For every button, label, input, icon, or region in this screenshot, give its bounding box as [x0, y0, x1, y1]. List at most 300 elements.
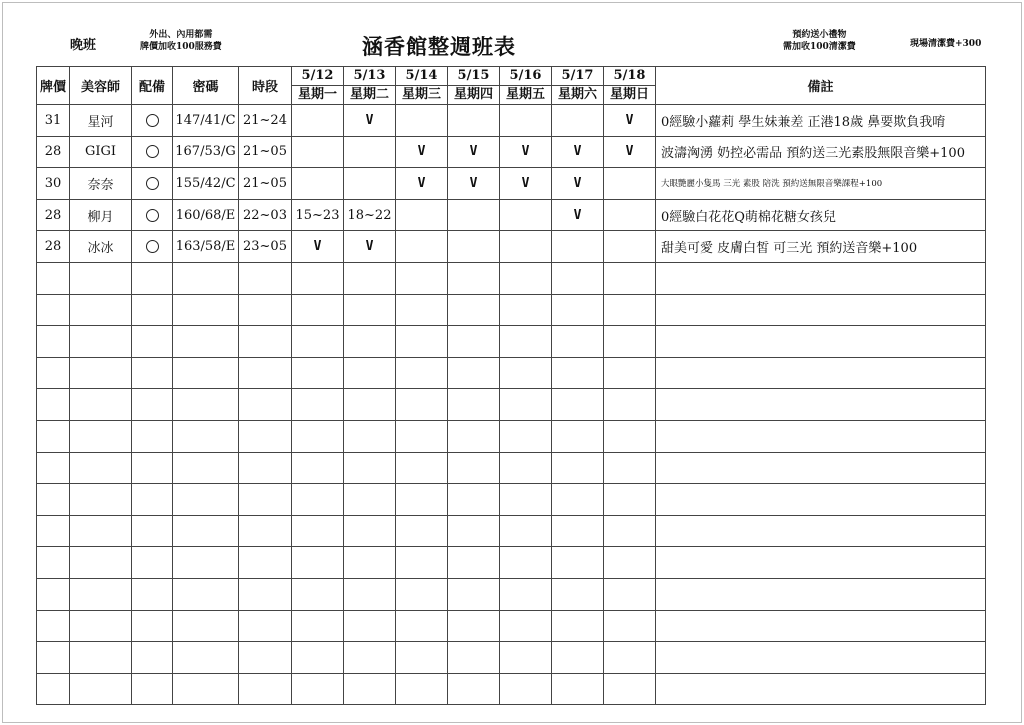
empty-cell: [500, 326, 552, 358]
cell-day: [396, 199, 448, 231]
empty-cell: [239, 515, 292, 547]
empty-cell: [500, 294, 552, 326]
empty-cell: [132, 610, 173, 642]
empty-cell: [132, 673, 173, 705]
shift-label: 晚班: [70, 38, 97, 53]
date-header: 5/13: [344, 67, 396, 86]
empty-cell: [132, 262, 173, 294]
empty-cell: [448, 578, 500, 610]
empty-cell: [344, 262, 396, 294]
empty-cell: [448, 484, 500, 516]
empty-cell: [173, 484, 239, 516]
empty-cell: [500, 389, 552, 421]
empty-cell: [604, 452, 656, 484]
empty-cell: [500, 515, 552, 547]
empty-row: [37, 294, 986, 326]
schedule-body: [37, 105, 986, 705]
empty-row: [37, 547, 986, 579]
empty-cell: [656, 515, 986, 547]
cell-day: V: [552, 199, 604, 231]
empty-cell: [292, 262, 344, 294]
cell-remark: 0經驗白花花Q萌棉花糖女孩兒: [656, 199, 986, 231]
table-row: [37, 105, 986, 137]
empty-cell: [552, 673, 604, 705]
empty-cell: [500, 262, 552, 294]
empty-cell: [70, 642, 132, 674]
empty-cell: [292, 389, 344, 421]
empty-cell: [173, 262, 239, 294]
empty-cell: [552, 484, 604, 516]
empty-cell: [239, 673, 292, 705]
empty-cell: [552, 326, 604, 358]
empty-cell: [239, 484, 292, 516]
empty-cell: [132, 515, 173, 547]
empty-cell: [396, 389, 448, 421]
cell-time: 21~05: [239, 136, 292, 168]
empty-cell: [552, 294, 604, 326]
empty-row: [37, 642, 986, 674]
cell-day: V: [396, 168, 448, 200]
empty-cell: [70, 578, 132, 610]
empty-cell: [344, 484, 396, 516]
empty-cell: [656, 389, 986, 421]
empty-cell: [173, 547, 239, 579]
cell-day: [448, 105, 500, 137]
empty-cell: [173, 294, 239, 326]
empty-cell: [70, 610, 132, 642]
empty-cell: [70, 389, 132, 421]
empty-cell: [656, 294, 986, 326]
empty-cell: [552, 547, 604, 579]
cell-day: V: [448, 136, 500, 168]
empty-cell: [173, 642, 239, 674]
empty-cell: [344, 515, 396, 547]
cell-time: 21~24: [239, 105, 292, 137]
cell-equip: [132, 105, 173, 137]
empty-cell: [173, 515, 239, 547]
empty-cell: [396, 673, 448, 705]
cell-name: 奈奈: [70, 168, 132, 200]
empty-cell: [292, 515, 344, 547]
reservation-note-line1: 預約送小禮物: [792, 30, 847, 40]
empty-cell: [396, 515, 448, 547]
empty-row: [37, 389, 986, 421]
empty-cell: [70, 262, 132, 294]
empty-cell: [500, 578, 552, 610]
cell-day: 18~22: [344, 199, 396, 231]
page-title: 涵香館整週班表: [362, 34, 516, 59]
empty-cell: [604, 326, 656, 358]
cell-remark: 0經驗小蘿莉 學生妹兼差 正港18歲 鼻要欺負我唷: [656, 105, 986, 137]
empty-cell: [173, 326, 239, 358]
empty-cell: [396, 642, 448, 674]
empty-cell: [173, 420, 239, 452]
cell-time: 23~05: [239, 231, 292, 263]
empty-cell: [656, 420, 986, 452]
empty-cell: [239, 420, 292, 452]
empty-cell: [239, 357, 292, 389]
empty-cell: [448, 547, 500, 579]
weekday-header: 星期一: [292, 86, 344, 105]
empty-cell: [396, 294, 448, 326]
empty-cell: [292, 484, 344, 516]
col-header-price: 牌價: [37, 67, 70, 105]
empty-cell: [173, 673, 239, 705]
cell-day: [500, 231, 552, 263]
empty-cell: [239, 642, 292, 674]
empty-cell: [70, 452, 132, 484]
empty-cell: [37, 610, 70, 642]
empty-cell: [552, 642, 604, 674]
reservation-note: [783, 29, 856, 53]
empty-cell: [604, 420, 656, 452]
empty-cell: [239, 610, 292, 642]
empty-row: [37, 578, 986, 610]
cell-price: 28: [37, 199, 70, 231]
empty-cell: [552, 357, 604, 389]
empty-cell: [552, 420, 604, 452]
empty-cell: [656, 610, 986, 642]
schedule-table: [36, 66, 986, 705]
empty-cell: [344, 547, 396, 579]
empty-cell: [292, 357, 344, 389]
empty-row: [37, 262, 986, 294]
col-header-name: 美容師: [70, 67, 132, 105]
empty-row: [37, 484, 986, 516]
empty-cell: [448, 420, 500, 452]
empty-cell: [132, 326, 173, 358]
empty-cell: [292, 547, 344, 579]
cell-day: [292, 105, 344, 137]
empty-cell: [604, 610, 656, 642]
empty-cell: [344, 642, 396, 674]
cell-day: V: [292, 231, 344, 263]
empty-cell: [344, 357, 396, 389]
cell-remark: 大眼艷麗小隻馬 三光 素股 陪洗 預約送無限音樂課程+100: [656, 168, 986, 200]
empty-cell: [70, 326, 132, 358]
empty-cell: [500, 452, 552, 484]
empty-cell: [656, 578, 986, 610]
header-row-dates: [37, 67, 986, 86]
empty-cell: [344, 294, 396, 326]
empty-cell: [132, 578, 173, 610]
empty-cell: [604, 262, 656, 294]
cell-day: [604, 168, 656, 200]
cell-time: 22~03: [239, 199, 292, 231]
empty-cell: [344, 420, 396, 452]
empty-cell: [239, 294, 292, 326]
empty-cell: [396, 578, 448, 610]
cell-name: 冰冰: [70, 231, 132, 263]
empty-cell: [344, 673, 396, 705]
empty-cell: [604, 515, 656, 547]
table-row: [37, 231, 986, 263]
cell-day: [448, 199, 500, 231]
empty-cell: [292, 326, 344, 358]
empty-cell: [656, 452, 986, 484]
empty-cell: [344, 578, 396, 610]
cell-day: [500, 199, 552, 231]
empty-cell: [37, 452, 70, 484]
cell-day: [552, 231, 604, 263]
empty-cell: [292, 452, 344, 484]
cell-day: V: [604, 105, 656, 137]
empty-cell: [173, 578, 239, 610]
col-header-equip: 配備: [132, 67, 173, 105]
empty-cell: [70, 357, 132, 389]
empty-cell: [292, 294, 344, 326]
cell-day: V: [500, 168, 552, 200]
empty-cell: [173, 610, 239, 642]
empty-cell: [344, 610, 396, 642]
empty-cell: [448, 642, 500, 674]
empty-cell: [448, 673, 500, 705]
col-header-remark: 備註: [656, 67, 986, 105]
cell-day: V: [344, 231, 396, 263]
empty-cell: [132, 642, 173, 674]
empty-cell: [552, 578, 604, 610]
empty-row: [37, 515, 986, 547]
empty-cell: [500, 484, 552, 516]
col-header-code: 密碼: [173, 67, 239, 105]
empty-cell: [396, 420, 448, 452]
empty-cell: [500, 642, 552, 674]
cell-name: 星河: [70, 105, 132, 137]
empty-cell: [70, 515, 132, 547]
date-header: 5/16: [500, 67, 552, 86]
cell-day: [292, 136, 344, 168]
empty-cell: [500, 673, 552, 705]
empty-cell: [656, 262, 986, 294]
cell-code: 147/41/C: [173, 105, 239, 137]
cell-code: 167/53/G: [173, 136, 239, 168]
empty-cell: [173, 452, 239, 484]
empty-cell: [396, 484, 448, 516]
cell-equip: [132, 168, 173, 200]
empty-cell: [500, 420, 552, 452]
empty-cell: [292, 642, 344, 674]
cell-day: [448, 231, 500, 263]
empty-cell: [292, 673, 344, 705]
circle-icon: [146, 114, 159, 127]
cell-remark: 甜美可愛 皮膚白皙 可三光 預約送音樂+100: [656, 231, 986, 263]
empty-cell: [132, 547, 173, 579]
cell-code: 155/42/C: [173, 168, 239, 200]
empty-cell: [448, 294, 500, 326]
empty-cell: [239, 547, 292, 579]
weekday-header: 星期日: [604, 86, 656, 105]
cell-day: [292, 168, 344, 200]
cell-day: V: [344, 105, 396, 137]
circle-icon: [146, 145, 159, 158]
empty-row: [37, 452, 986, 484]
empty-cell: [448, 610, 500, 642]
empty-cell: [37, 547, 70, 579]
empty-cell: [448, 452, 500, 484]
empty-cell: [239, 389, 292, 421]
cleaning-fee-note: 現場清潔費+300: [910, 39, 982, 49]
empty-cell: [500, 357, 552, 389]
empty-cell: [292, 420, 344, 452]
empty-cell: [292, 578, 344, 610]
empty-cell: [132, 484, 173, 516]
empty-cell: [552, 515, 604, 547]
date-header: 5/18: [604, 67, 656, 86]
empty-row: [37, 357, 986, 389]
empty-cell: [132, 452, 173, 484]
empty-cell: [37, 673, 70, 705]
cell-day: V: [448, 168, 500, 200]
cell-day: [604, 231, 656, 263]
empty-cell: [37, 326, 70, 358]
cell-day: V: [396, 136, 448, 168]
empty-cell: [448, 357, 500, 389]
empty-cell: [344, 452, 396, 484]
weekday-header: 星期六: [552, 86, 604, 105]
date-header: 5/17: [552, 67, 604, 86]
empty-cell: [344, 326, 396, 358]
circle-icon: [146, 177, 159, 190]
empty-cell: [552, 610, 604, 642]
empty-cell: [604, 484, 656, 516]
empty-cell: [500, 610, 552, 642]
empty-cell: [239, 452, 292, 484]
empty-cell: [396, 357, 448, 389]
table-row: [37, 136, 986, 168]
empty-cell: [70, 294, 132, 326]
empty-cell: [604, 389, 656, 421]
cell-day: [344, 168, 396, 200]
empty-cell: [239, 326, 292, 358]
empty-cell: [239, 262, 292, 294]
empty-cell: [604, 357, 656, 389]
table-row: [37, 199, 986, 231]
cell-day: V: [604, 136, 656, 168]
cell-day: [500, 105, 552, 137]
cell-day: 15~23: [292, 199, 344, 231]
table-row: [37, 168, 986, 200]
empty-cell: [292, 610, 344, 642]
cell-price: 28: [37, 136, 70, 168]
empty-cell: [396, 547, 448, 579]
empty-cell: [396, 326, 448, 358]
empty-cell: [656, 642, 986, 674]
empty-cell: [37, 294, 70, 326]
cell-equip: [132, 136, 173, 168]
empty-cell: [37, 578, 70, 610]
cell-name: 柳月: [70, 199, 132, 231]
cell-day: V: [500, 136, 552, 168]
empty-row: [37, 420, 986, 452]
empty-cell: [70, 484, 132, 516]
empty-cell: [70, 420, 132, 452]
empty-cell: [132, 357, 173, 389]
date-header: 5/14: [396, 67, 448, 86]
empty-row: [37, 673, 986, 705]
empty-cell: [70, 547, 132, 579]
weekday-header: 星期三: [396, 86, 448, 105]
empty-cell: [37, 642, 70, 674]
empty-cell: [37, 262, 70, 294]
cell-equip: [132, 231, 173, 263]
empty-cell: [656, 326, 986, 358]
empty-cell: [37, 357, 70, 389]
empty-cell: [132, 294, 173, 326]
empty-cell: [70, 673, 132, 705]
service-fee-note-line1: 外出、內用都需: [149, 30, 213, 40]
service-fee-note: [140, 29, 222, 53]
empty-cell: [173, 357, 239, 389]
empty-cell: [239, 578, 292, 610]
empty-cell: [656, 484, 986, 516]
empty-row: [37, 610, 986, 642]
empty-cell: [37, 515, 70, 547]
empty-cell: [552, 262, 604, 294]
cell-time: 21~05: [239, 168, 292, 200]
circle-icon: [146, 240, 159, 253]
empty-cell: [604, 294, 656, 326]
empty-cell: [448, 389, 500, 421]
empty-cell: [132, 420, 173, 452]
cell-day: V: [552, 168, 604, 200]
empty-cell: [500, 547, 552, 579]
cell-day: [552, 105, 604, 137]
weekday-header: 星期五: [500, 86, 552, 105]
empty-cell: [448, 515, 500, 547]
reservation-note-line2: 需加收100清潔費: [783, 42, 856, 52]
service-fee-note-line2: 牌價加收100服務費: [140, 42, 222, 52]
cell-price: 30: [37, 168, 70, 200]
empty-cell: [37, 389, 70, 421]
empty-row: [37, 326, 986, 358]
circle-icon: [146, 209, 159, 222]
empty-cell: [396, 610, 448, 642]
cell-day: V: [552, 136, 604, 168]
cell-price: 28: [37, 231, 70, 263]
empty-cell: [173, 389, 239, 421]
date-header: 5/15: [448, 67, 500, 86]
col-header-time: 時段: [239, 67, 292, 105]
empty-cell: [604, 673, 656, 705]
empty-cell: [604, 642, 656, 674]
weekday-header: 星期四: [448, 86, 500, 105]
empty-cell: [396, 262, 448, 294]
empty-cell: [132, 389, 173, 421]
empty-cell: [37, 484, 70, 516]
empty-cell: [552, 452, 604, 484]
cell-code: 160/68/E: [173, 199, 239, 231]
cell-day: [344, 136, 396, 168]
cell-day: [604, 199, 656, 231]
empty-cell: [344, 389, 396, 421]
date-header: 5/12: [292, 67, 344, 86]
empty-cell: [396, 452, 448, 484]
weekday-header: 星期二: [344, 86, 396, 105]
cell-code: 163/58/E: [173, 231, 239, 263]
cell-remark: 波濤洶湧 奶控必需品 預約送三光素股無限音樂+100: [656, 136, 986, 168]
cell-name: GIGI: [70, 136, 132, 168]
cell-day: [396, 231, 448, 263]
cell-day: [396, 105, 448, 137]
empty-cell: [448, 326, 500, 358]
empty-cell: [656, 547, 986, 579]
empty-cell: [604, 547, 656, 579]
empty-cell: [656, 673, 986, 705]
empty-cell: [656, 357, 986, 389]
empty-cell: [448, 262, 500, 294]
empty-cell: [552, 389, 604, 421]
cell-price: 31: [37, 105, 70, 137]
